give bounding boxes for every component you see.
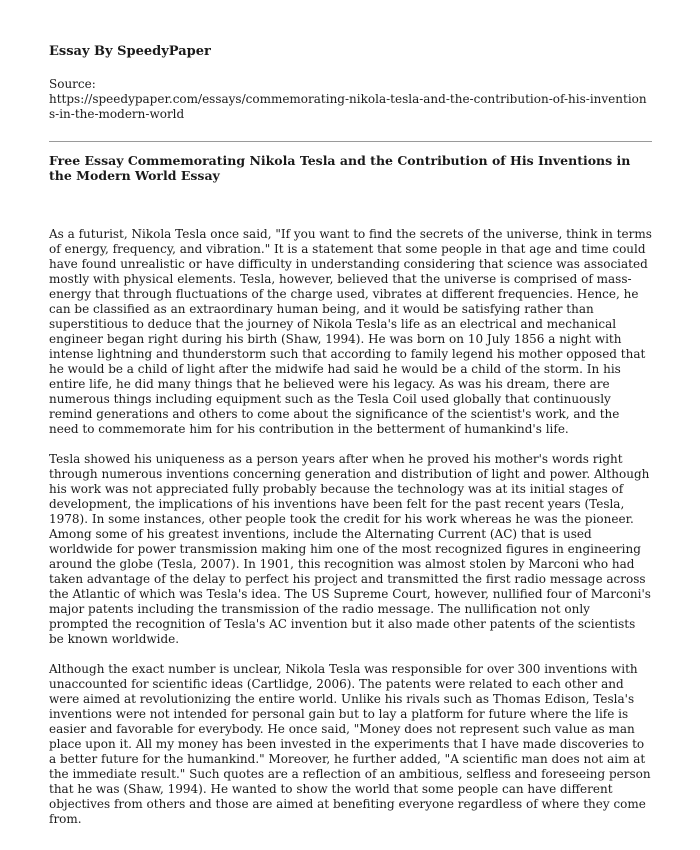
essay-title: Free Essay Commemorating Nikola Tesla and the Contribution of His Inventions in the Modern World Essay: [49, 153, 631, 183]
source-label: Source:: [49, 77, 96, 91]
essay-body: [49, 227, 652, 827]
essay-paragraph-1: As a futurist, Nikola Tesla once said, "If you want to find the secrets of the universe, think in terms of energy, frequency, and vibration." It is a statement that some people in that age and time could have found unrealistic or have difficulty in understanding considering that science was associated mostly with physical elements. Tesla, however, believed that the universe is comprised of mass-energy that through fluctuations of the charge used, vibrates at different frequencies. Hence, he can be classified as an extraordinary human being, and it would be satisfying rather than superstitious to deduce that the journey of Nikola Tesla's life as an electrical and mechanical engineer began right during his birth (Shaw, 1994). He was born on 10 July 1856 a night with intense lightning and thunderstorm such that according to family legend his mother opposed that he would be a child of light after the midwife had said he would be a child of the storm. In his entire life, he did many things that he believed were his legacy. As was his dream, there are numerous things including equipment such as the Tesla Coil used globally that continuously remind generations and others to come about the significance of the scientist's work, and the need to commemorate him for his contribution in the betterment of humankind's life.: [49, 227, 652, 436]
source-url-link[interactable]: https://speedypaper.com/essays/commemorating-nikola-tesla-and-the-contribution-of-his-inventions-in-the-modern-world: [49, 92, 647, 121]
essay-paragraph-3: Although the exact number is unclear, Nikola Tesla was responsible for over 300 inventions with unaccounted for scientific ideas (Cartlidge, 2006). The patents were related to each other and were aimed at revolutionizing the entire world. Unlike his rivals such as Thomas Edison, Tesla's inventions were not intended for personal gain but to lay a platform for future where the life is easier and favorable for everybody. He once said, "Money does not represent such value as man place upon it. All my money has been invested in the experiments that I have made discoveries to a better future for the humankind." Moreover, he further added, "A scientific man does not aim at the immediate result." Such quotes are a reflection of an ambitious, selfless and foreseeing person that he was (Shaw, 1994). He wanted to show the world that some people can have different objectives from others and those are aimed at benefiting everyone regardless of where they come from.: [49, 662, 651, 826]
header-divider: [49, 141, 652, 142]
essay-paragraph-2: Tesla showed his uniqueness as a person years after when he proved his mother's words right through numerous inventions concerning generation and distribution of light and power. Although his work was not appreciated fully probably because the technology was at its initial stages of development, the implications of his inventions have been felt for the past recent years (Tesla, 1978). In some instances, other people took the credit for his work whereas he was the pioneer. Among some of his greatest inventions, include the Alternating Current (AC) that is used worldwide for power transmission making him one of the most recognized figures in engineering around the globe (Tesla, 2007). In 1901, this recognition was almost stolen by Marconi who had taken advantage of the delay to perfect his project and transmitted the first radio message across the Atlantic of which was Tesla's idea. The US Supreme Court, however, nullified four of Marconi's major patents including the transmission of the radio message. The nullification not only prompted the recognition of Tesla's AC invention but it also made other patents of the scientists be known worldwide.: [49, 452, 651, 646]
document-header-title: Essay By SpeedyPaper: [49, 44, 211, 59]
